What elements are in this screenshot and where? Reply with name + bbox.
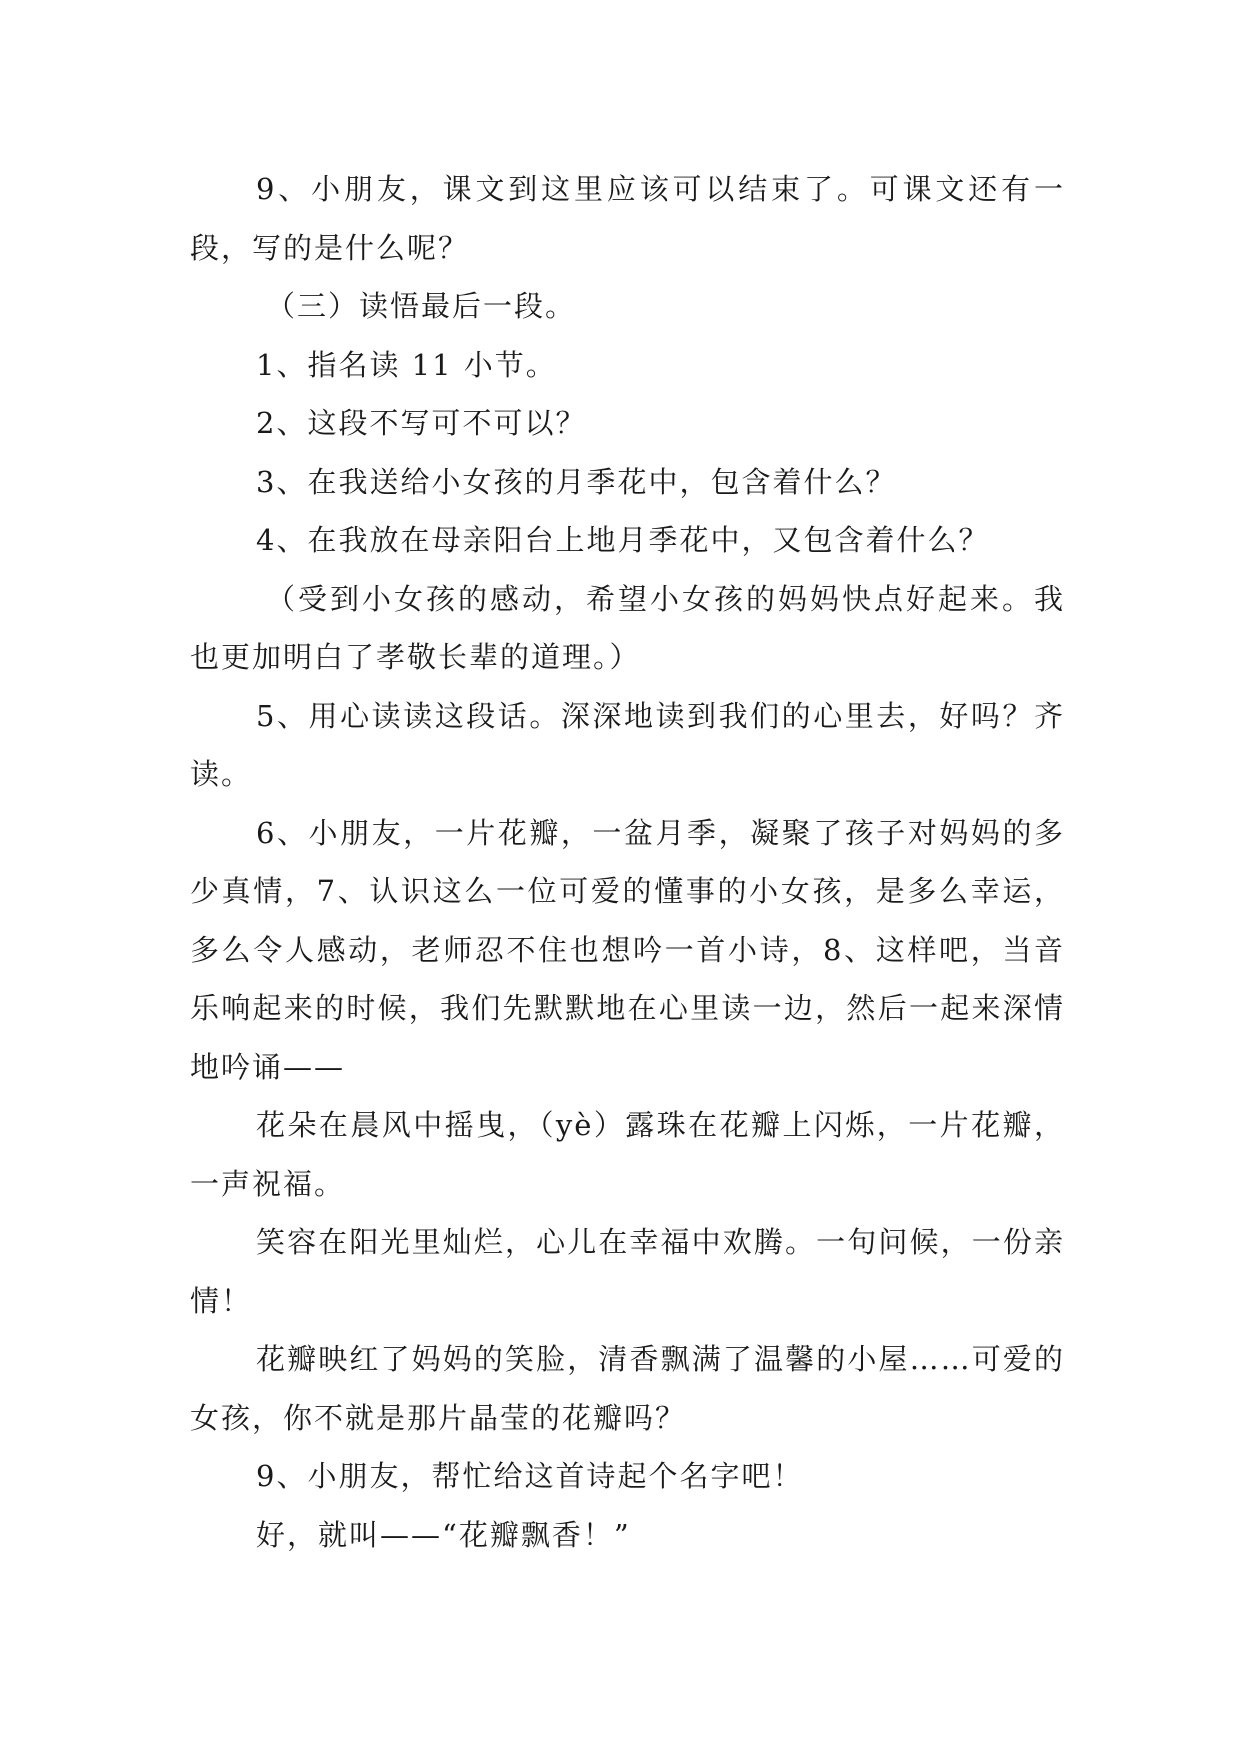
paragraph-1: 9、小朋友，课文到这里应该可以结束了。可课文还有一段，写的是什么呢？ bbox=[190, 172, 1065, 265]
paragraph-9: 6、小朋友，一片花瓣，一盆月季，凝聚了孩子对妈妈的多少真情，7、认识这么一位可爱的懂事的小女孩，是多么幸运，多么令人感动，老师忍不住也想吟一首小诗，8、这样吧，当音乐响起来的时候，我们先默默地在心里读一边，然后一起来深情地吟诵—— bbox=[190, 815, 1065, 1084]
paragraph-12: 花瓣映红了妈妈的笑脸，清香飘满了温馨的小屋……可爱的女孩，你不就是那片晶莹的花瓣吗？ bbox=[190, 1342, 1065, 1435]
paragraph-7: （受到小女孩的感动，希望小女孩的妈妈快点好起来。我也更加明白了孝敬长辈的道理。） bbox=[190, 581, 1065, 674]
paragraph-14: 好，就叫——“花瓣飘香！” bbox=[256, 1517, 631, 1552]
paragraph-10: 花朵在晨风中摇曳，（yè）露珠在花瓣上闪烁，一片花瓣，一声祝福。 bbox=[190, 1108, 1065, 1201]
document-body bbox=[190, 160, 1065, 1564]
paragraph-8: 5、用心读读这段话。深深地读到我们的心里去，好吗？齐读。 bbox=[190, 698, 1065, 791]
paragraph-6: 4、在我放在母亲阳台上地月季花中，又包含着什么？ bbox=[256, 523, 990, 557]
paragraph-5: 3、在我送给小女孩的月季花中，包含着什么？ bbox=[256, 464, 897, 499]
paragraph-11: 笑容在阳光里灿烂，心儿在幸福中欢腾。一句问候，一份亲情！ bbox=[190, 1225, 1065, 1318]
paragraph-13: 9、小朋友，帮忙给这首诗起个名字吧！ bbox=[256, 1459, 804, 1493]
paragraph-2: （三）读悟最后一段。 bbox=[266, 289, 577, 323]
paragraph-3: 1、指名读 11 小节。 bbox=[256, 347, 557, 382]
paragraph-4: 2、这段不写可不可以？ bbox=[256, 406, 587, 440]
